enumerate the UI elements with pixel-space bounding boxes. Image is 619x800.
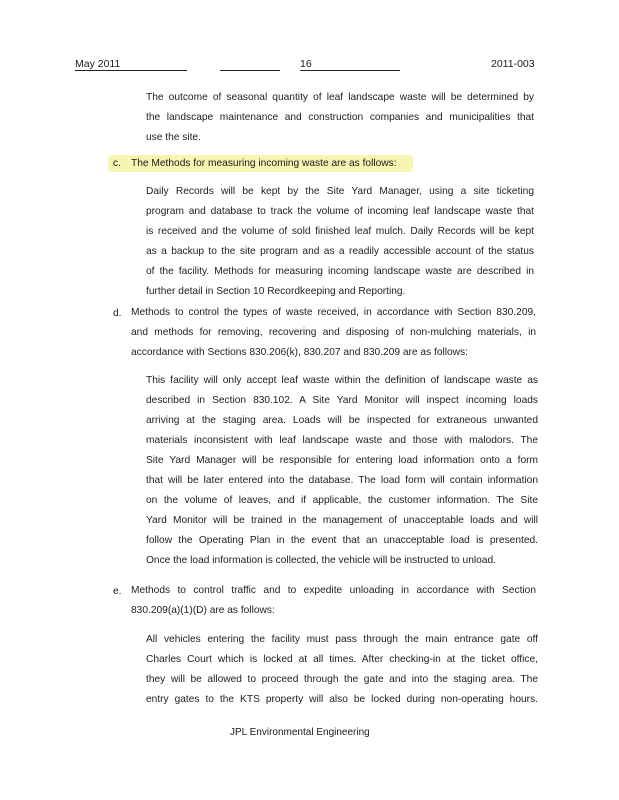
item-d-line: follow the Operating Plan in the event that an unacceptable load is presented. bbox=[146, 535, 538, 546]
item-c-line: is received and the volume of sold finished leaf mulch. Daily Records will be kept bbox=[146, 226, 534, 237]
header-blank-underline bbox=[220, 70, 280, 71]
item-d-line: Site Yard Manager will be responsible for entering load information onto a form bbox=[146, 455, 538, 466]
item-d-line: Yard Monitor will be trained in the management of unacceptable loads and will bbox=[146, 515, 538, 526]
item-c-letter: c. bbox=[113, 158, 121, 169]
item-c-heading: The Methods for measuring incoming waste are as follows: bbox=[131, 158, 397, 169]
item-c-line: as a backup to the site program and as a readily accessible account of the status bbox=[146, 246, 534, 257]
item-c-line: Daily Records will be kept by the Site Yard Manager, using a site ticketing bbox=[146, 186, 534, 197]
item-d-letter: d. bbox=[113, 308, 122, 319]
item-c-line: program and database to track the volume of incoming leaf landscape waste that bbox=[146, 206, 534, 217]
item-d-line: Once the load information is collected, the vehicle will be instructed to unload. bbox=[146, 555, 496, 566]
footer-company: JPL Environmental Engineering bbox=[230, 727, 370, 738]
item-c-line: further detail in Section 10 Recordkeeping and Reporting. bbox=[146, 286, 406, 297]
intro-paragraph bbox=[146, 88, 534, 148]
item-d-line: materials inconsistent with leaf landscape waste and those with malodors. The bbox=[146, 435, 538, 446]
header-page-underline bbox=[300, 70, 400, 71]
item-c-paragraph bbox=[146, 182, 534, 302]
header-date-underline bbox=[75, 70, 187, 71]
item-d-line: on the volume of leaves, and if applicable, the customer information. The Site bbox=[146, 495, 538, 506]
item-d-heading-line: Methods to control the types of waste received, in accordance with Section 830.209, bbox=[131, 307, 536, 318]
item-e-letter: e. bbox=[113, 586, 122, 597]
intro-line: the landscape maintenance and construction companies and municipalities that bbox=[146, 112, 534, 123]
item-e-heading bbox=[131, 581, 536, 621]
item-d-line: described in Section 830.102. A Site Yard Monitor will inspect incoming loads bbox=[146, 395, 538, 406]
item-e-paragraph bbox=[146, 630, 538, 710]
item-e-line: they will be allowed to proceed through the gate and into the staging area. The bbox=[146, 674, 538, 685]
item-d-line: that will be later entered into the database. The load form will contain information bbox=[146, 475, 538, 486]
item-c-line: of the facility. Methods for measuring incoming landscape waste are described in bbox=[146, 266, 534, 277]
item-e-heading-line: Methods to control traffic and to expedite unloading in accordance with Section bbox=[131, 585, 536, 596]
item-d-line: This facility will only accept leaf waste within the definition of landscape waste as bbox=[146, 375, 538, 386]
item-d-line: arriving at the staging area. Loads will be inspected for extraneous unwanted bbox=[146, 415, 538, 426]
header-page-number: 16 bbox=[300, 58, 312, 70]
item-e-line: entry gates to the KTS property will also be locked during non-operating hours. bbox=[146, 694, 538, 705]
item-e-line: Charles Court which is locked at all times. After checking-in at the ticket office, bbox=[146, 654, 538, 665]
item-e-line: All vehicles entering the facility must pass through the main entrance gate off bbox=[146, 634, 538, 645]
item-d-heading-line: and methods for removing, recovering and disposing of non-mulching materials, in bbox=[131, 327, 536, 338]
item-d-heading bbox=[131, 303, 536, 363]
item-d-paragraph bbox=[146, 371, 538, 571]
intro-line: use the site. bbox=[146, 132, 201, 143]
item-d-heading-line: accordance with Sections 830.206(k), 830.207 and 830.209 are as follows: bbox=[131, 347, 468, 358]
header-date: May 2011 bbox=[75, 58, 121, 70]
header-doc-number: 2011-003 bbox=[491, 58, 535, 70]
intro-line: The outcome of seasonal quantity of leaf landscape waste will be determined by bbox=[146, 92, 534, 103]
item-e-heading-line: 830.209(a)(1)(D) are as follows: bbox=[131, 605, 275, 616]
